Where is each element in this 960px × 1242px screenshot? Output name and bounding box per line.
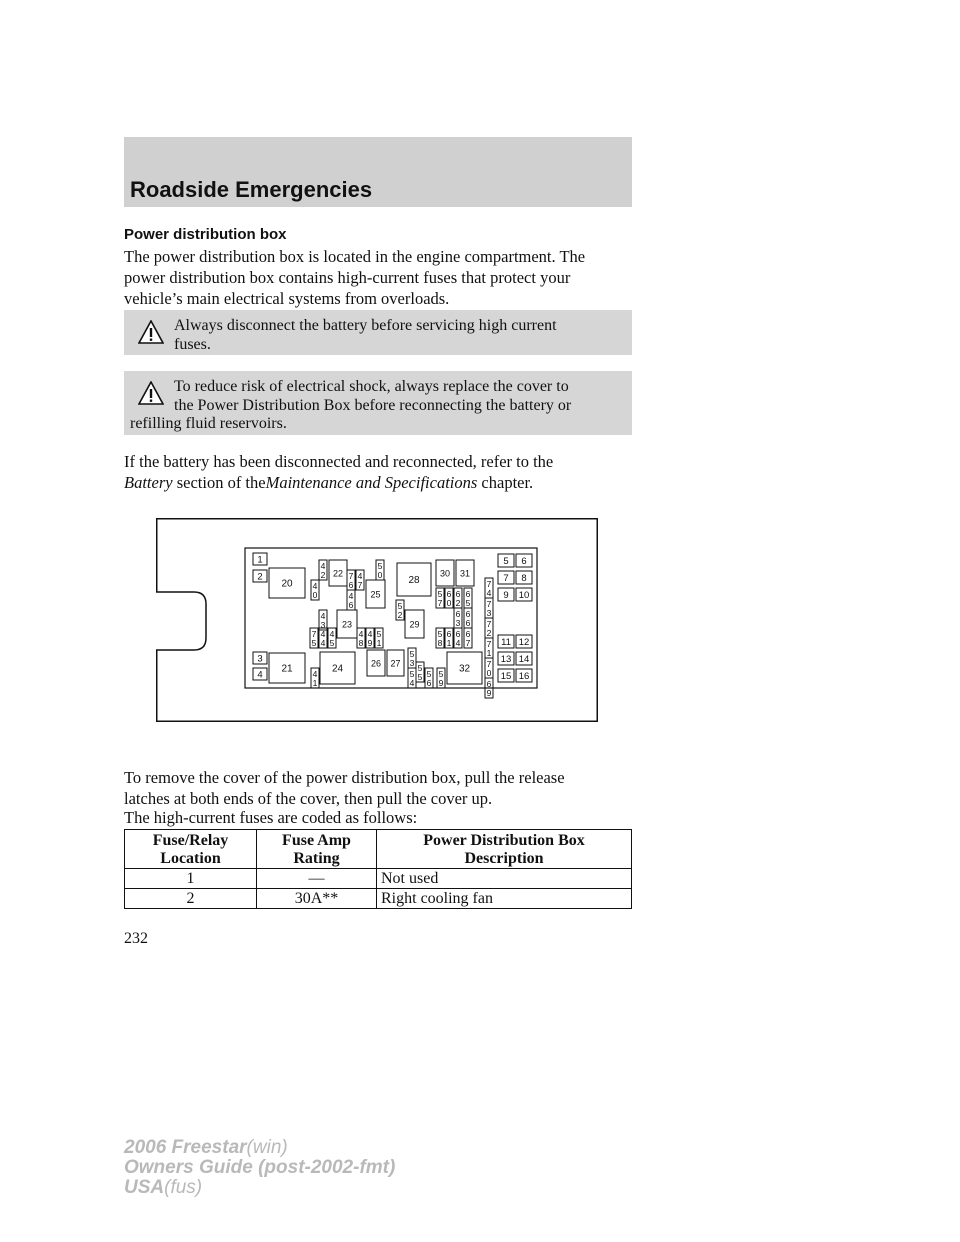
fuse-slot-label: 15 bbox=[500, 671, 512, 682]
footer-market: USA bbox=[124, 1177, 165, 1198]
header-line: Fuse Amp bbox=[282, 832, 351, 849]
paragraph-line: latches at both ends of the cover, then pull the cover up. bbox=[124, 789, 493, 808]
fuse-slot-label: 6 bbox=[455, 589, 461, 599]
fuse-slot-label: 4 bbox=[367, 629, 373, 639]
section-title: Roadside Emergencies bbox=[130, 177, 373, 202]
footer-line bbox=[124, 1178, 395, 1198]
fuse-slot-label: 5 bbox=[377, 561, 383, 571]
header-line: Fuse/Relay bbox=[152, 832, 229, 849]
fuse-slot-label: 7 bbox=[486, 619, 492, 629]
warning-text bbox=[174, 316, 624, 354]
intro-line: The power distribution box is located in the engine compartment. The bbox=[124, 247, 586, 266]
table-header-row bbox=[125, 830, 632, 869]
paragraph-line: To remove the cover of the power distribution box, pull the release bbox=[124, 768, 565, 787]
warning-line: fuses. bbox=[174, 336, 211, 353]
fuse-slot-label: 6 bbox=[465, 609, 471, 619]
fuse-slot-label: 2 bbox=[455, 598, 461, 608]
fuse-slot-label: 2 bbox=[257, 571, 263, 583]
fuse-slot-label: 3 bbox=[409, 658, 415, 668]
footer-line bbox=[124, 1138, 395, 1158]
fuse-slot-label: 7 bbox=[486, 639, 492, 649]
fuse-slot-label: 13 bbox=[500, 654, 512, 665]
fuse-slot-label: 4 bbox=[409, 678, 415, 688]
fuse-slot-label: 29 bbox=[409, 619, 420, 630]
fuse-slot-label: 3 bbox=[455, 618, 461, 628]
warning-box-shock bbox=[124, 371, 632, 435]
fuse-slot-label: 9 bbox=[486, 688, 492, 698]
page-number: 232 bbox=[124, 930, 148, 947]
fuse-slot-label: 5 bbox=[437, 589, 443, 599]
fuse-slot-label: 5 bbox=[417, 663, 423, 673]
chapter-reference: Maintenance and Specifications bbox=[265, 473, 478, 492]
paragraph-line bbox=[124, 472, 644, 493]
fuse-slot-label: 31 bbox=[459, 568, 471, 579]
fuse-slot-label: 5 bbox=[329, 638, 335, 648]
intro-line: vehicle’s main electrical systems from overloads. bbox=[124, 289, 450, 308]
intro-paragraph bbox=[124, 246, 644, 309]
fuse-slot-label: 4 bbox=[320, 629, 326, 639]
fuse-slot-label: 14 bbox=[518, 654, 530, 665]
fuse-slot-label: 9 bbox=[503, 590, 509, 601]
warning-triangle-icon bbox=[138, 381, 164, 405]
warning-box-battery bbox=[124, 310, 632, 355]
fuse-slot-label: 7 bbox=[348, 571, 354, 581]
fuse-slot-label: 5 bbox=[465, 598, 471, 608]
fuse-slot-label: 4 bbox=[329, 629, 335, 639]
fuse-slot-label: 7 bbox=[357, 580, 363, 590]
fuse-slot-label: 8 bbox=[437, 638, 443, 648]
column-header-description bbox=[377, 830, 632, 869]
fuse-slot-label: 4 bbox=[257, 669, 263, 681]
fuse-slot-label: 4 bbox=[312, 669, 318, 679]
fuse-slot-label: 9 bbox=[438, 678, 444, 688]
fuse-slot-label: 6 bbox=[426, 678, 432, 688]
fuse-slot-label: 1 bbox=[257, 554, 263, 566]
fuse-slot-label: 6 bbox=[465, 629, 471, 639]
fuse-slot-label: 5 bbox=[438, 669, 444, 679]
fuse-slot-label: 7 bbox=[486, 579, 492, 589]
warning-triangle-icon bbox=[138, 320, 164, 344]
cell-location: 2 bbox=[125, 889, 257, 909]
fuse-slot-label: 2 bbox=[320, 570, 326, 580]
fuse-slot-label: 3 bbox=[320, 620, 326, 630]
fuse-slot-label: 4 bbox=[357, 571, 363, 581]
warning-line: Always disconnect the battery before servicing high current bbox=[174, 317, 557, 334]
cell-description: Not used bbox=[377, 869, 632, 889]
fuse-slot-label: 4 bbox=[358, 629, 364, 639]
fuse-slot-label: 4 bbox=[486, 588, 492, 598]
cell-amp-rating: 30A** bbox=[257, 889, 377, 909]
fuse-slot-label: 6 bbox=[465, 589, 471, 599]
fuse-slot-label: 6 bbox=[465, 618, 471, 628]
fuse-slot-label: 22 bbox=[332, 568, 344, 579]
fuse-slot-label: 23 bbox=[341, 619, 353, 630]
document-footer bbox=[124, 1138, 395, 1198]
fuse-slot-label: 30 bbox=[439, 568, 451, 579]
fuse-slot-label: 4 bbox=[320, 638, 326, 648]
header-line: Location bbox=[160, 850, 221, 867]
fuse-slot-label: 32 bbox=[458, 663, 471, 675]
fuse-slot-label: 6 bbox=[348, 600, 354, 610]
battery-reference-paragraph bbox=[124, 451, 644, 493]
cell-amp-rating: — bbox=[257, 869, 377, 889]
fuse-slot-label: 3 bbox=[257, 653, 263, 665]
fuse-slot-label: 0 bbox=[377, 570, 383, 580]
fuse-slot-label: 16 bbox=[518, 671, 530, 682]
header-line: Rating bbox=[293, 850, 340, 867]
cell-location: 1 bbox=[125, 869, 257, 889]
header-line: Description bbox=[464, 850, 544, 867]
fuse-slot-label: 5 bbox=[426, 669, 432, 679]
fuse-slot-label: 4 bbox=[320, 611, 326, 621]
fuse-slot-label: 2 bbox=[397, 610, 403, 620]
intro-line: power distribution box contains high-current fuses that protect your bbox=[124, 268, 571, 287]
fuse-slot-label: 6 bbox=[455, 629, 461, 639]
warning-line: the Power Distribution Box before reconnecting the battery or bbox=[174, 397, 572, 414]
fuse-slot-label: 9 bbox=[367, 638, 373, 648]
fuse-slot-label: 2 bbox=[486, 628, 492, 638]
fuse-slot-label: 20 bbox=[281, 578, 293, 590]
fuse-slot-label: 7 bbox=[486, 659, 492, 669]
fuse-slot-label: 24 bbox=[331, 663, 344, 675]
fuse-codes-intro: The high-current fuses are coded as follows: bbox=[124, 808, 418, 827]
fuse-slot-label: 3 bbox=[486, 608, 492, 618]
fuse-slot-label: 5 bbox=[397, 601, 403, 611]
fuse-slot-label: 11 bbox=[501, 637, 511, 648]
fuse-slot-label: 7 bbox=[503, 573, 509, 584]
power-distribution-box-diagram bbox=[156, 518, 598, 722]
footer-code: (win) bbox=[246, 1137, 288, 1158]
fuse-slot-label: 6 bbox=[446, 629, 452, 639]
paragraph-line: If the battery has been disconnected and reconnected, refer to the bbox=[124, 452, 554, 471]
fuse-slot-label: 1 bbox=[486, 648, 492, 658]
fuse-slot-label: 28 bbox=[408, 575, 420, 586]
warning-line: refilling fluid reservoirs. bbox=[130, 415, 287, 432]
section-heading: Power distribution box bbox=[124, 226, 287, 243]
fuse-slot-label: 6 bbox=[348, 580, 354, 590]
column-header-amp-rating bbox=[257, 830, 377, 869]
warning-line: To reduce risk of electrical shock, always replace the cover to bbox=[174, 378, 569, 395]
footer-guide: Owners Guide (post-2002-fmt) bbox=[124, 1157, 396, 1178]
fuse-slot-label: 4 bbox=[455, 638, 461, 648]
footer-line bbox=[124, 1158, 395, 1178]
fuse-slot-label: 0 bbox=[446, 598, 452, 608]
cell-description: Right cooling fan bbox=[377, 889, 632, 909]
table-row bbox=[125, 869, 632, 889]
fuse-slot-label: 5 bbox=[376, 629, 382, 639]
fuse-slot-label: 7 bbox=[311, 629, 317, 639]
fuse-slot-label: 4 bbox=[320, 561, 326, 571]
fuse-slot-label: 6 bbox=[521, 556, 527, 567]
fuse-slot-label: 1 bbox=[312, 678, 318, 688]
footer-code: (fus) bbox=[164, 1177, 203, 1198]
fuse-slot-label: 7 bbox=[437, 598, 443, 608]
fuse-slot-label: 10 bbox=[518, 590, 530, 601]
fuse-slot-label: 0 bbox=[312, 590, 318, 600]
fuse-slot-label: 25 bbox=[370, 589, 381, 600]
fuse-slot-label: 1 bbox=[376, 638, 382, 648]
fuse-slot-label: 21 bbox=[281, 663, 293, 675]
fuse-slot-label: 6 bbox=[446, 589, 452, 599]
header-line: Power Distribution Box bbox=[423, 832, 585, 849]
fuse-slot-label: 5 bbox=[409, 669, 415, 679]
warning-text bbox=[174, 377, 634, 415]
fuse-slot-label: 5 bbox=[437, 629, 443, 639]
fuse-slot-label: 7 bbox=[486, 599, 492, 609]
battery-reference: Battery bbox=[124, 473, 173, 492]
fuse-slot-label: 0 bbox=[486, 668, 492, 678]
fuse-slot-label: 5 bbox=[417, 672, 423, 682]
fuse-slot-label: 8 bbox=[521, 573, 527, 584]
fuse-table bbox=[124, 829, 632, 909]
fuse-slot-label: 8 bbox=[358, 638, 364, 648]
paragraph-text: chapter. bbox=[481, 473, 534, 492]
fuse-slot-label: 5 bbox=[311, 638, 317, 648]
column-header-location bbox=[125, 830, 257, 869]
fuse-slot-label: 7 bbox=[465, 638, 471, 648]
fuse-slot-label: 6 bbox=[486, 679, 492, 689]
paragraph-text: section of the bbox=[176, 473, 266, 492]
fuse-slot-label: 5 bbox=[503, 556, 509, 567]
table-row bbox=[125, 889, 632, 909]
fuse-slot-label: 4 bbox=[312, 581, 318, 591]
fuse-slot-label: 12 bbox=[518, 637, 530, 648]
footer-model: 2006 Freestar bbox=[124, 1137, 247, 1158]
fuse-slot-label: 27 bbox=[390, 658, 401, 669]
fuse-slot-label: 6 bbox=[455, 609, 461, 619]
cover-removal-paragraph bbox=[124, 767, 644, 809]
fuse-slot-label: 5 bbox=[409, 649, 415, 659]
fuse-slot-label: 26 bbox=[370, 658, 382, 669]
fuse-slot-label: 4 bbox=[348, 591, 354, 601]
fuse-slot-label: 1 bbox=[446, 638, 452, 648]
